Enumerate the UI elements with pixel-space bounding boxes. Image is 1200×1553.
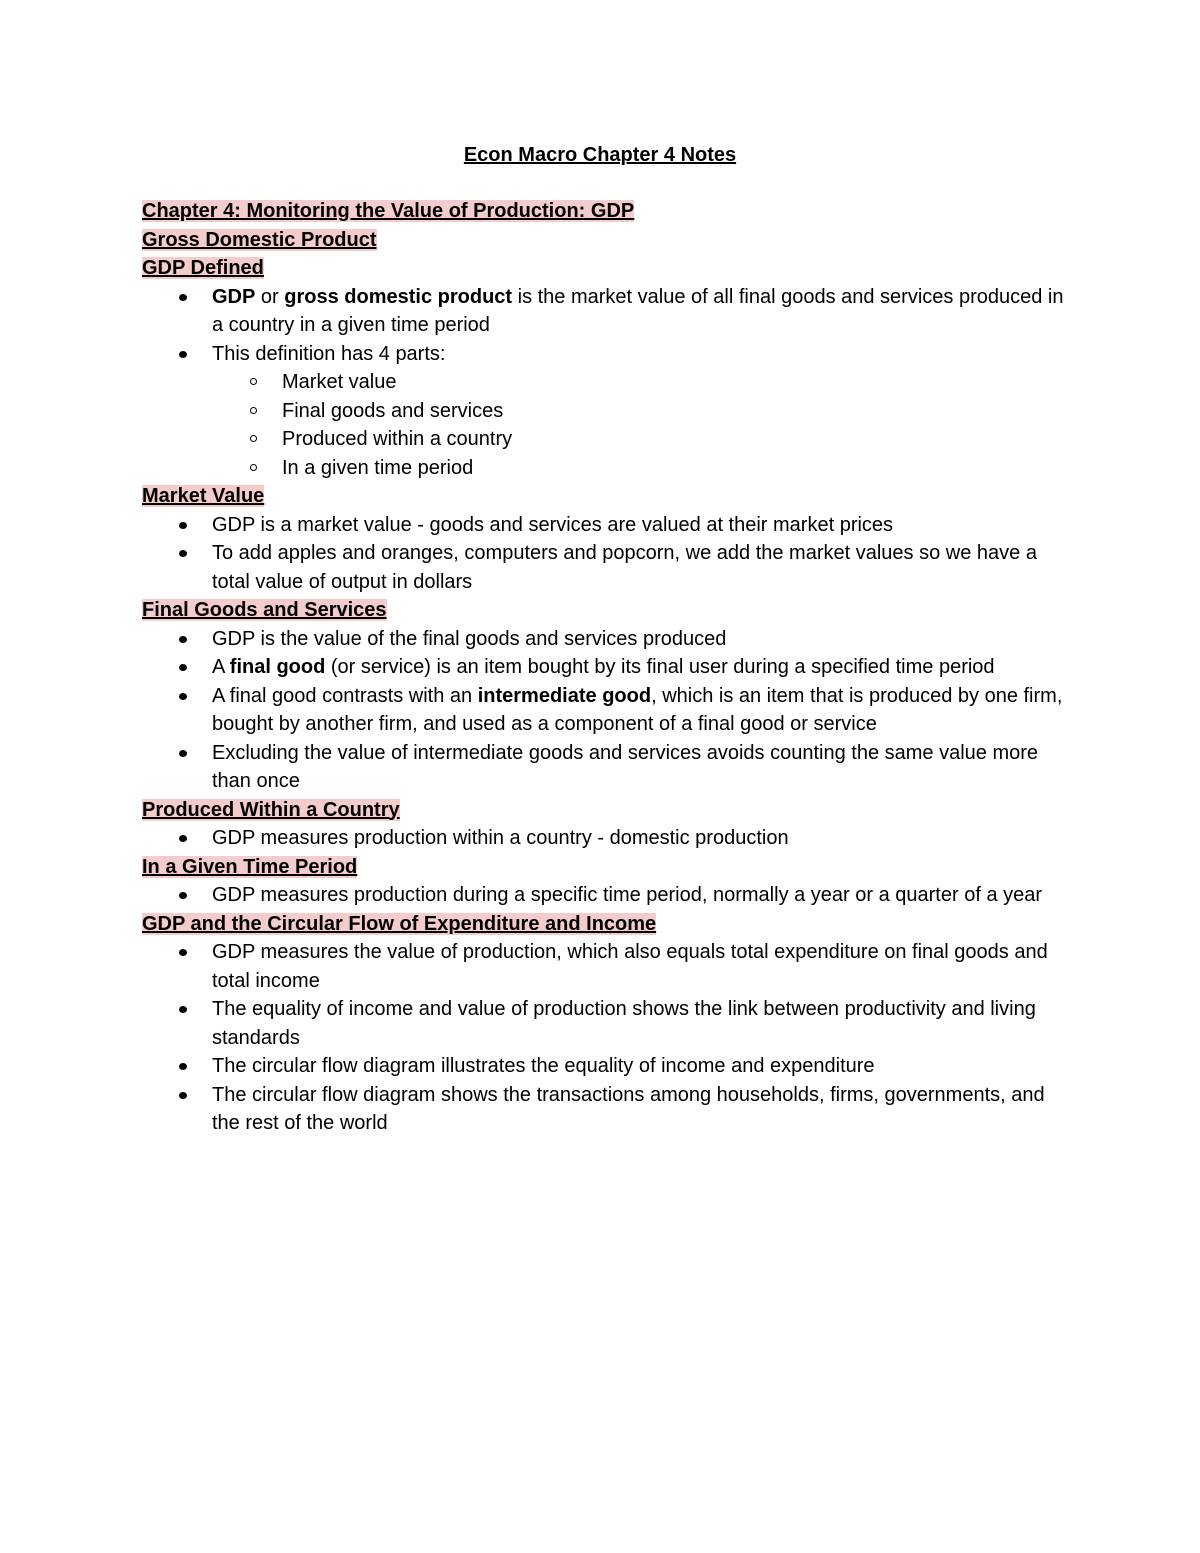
list-item xyxy=(142,682,1072,739)
section-heading xyxy=(142,482,1072,511)
sub-list-item xyxy=(142,425,1072,454)
list-item-text: GDP measures the value of production, which also equals total expenditure on final goods and total income xyxy=(212,941,1048,992)
filled-bullet-icon xyxy=(179,892,187,899)
filled-bullet-icon xyxy=(179,949,187,956)
sub-list-item-text: Final goods and services xyxy=(282,399,504,422)
section-heading xyxy=(142,853,1072,882)
sub-bullet-list xyxy=(212,368,1072,482)
section-heading-text: GDP and the Circular Flow of Expenditure and Income xyxy=(142,912,657,935)
list-item xyxy=(142,824,1072,853)
section-heading-text: Market Value xyxy=(142,485,265,507)
list-item-text: GDP is the value of the final goods and services produced xyxy=(212,627,727,650)
filled-bullet-icon xyxy=(179,351,187,358)
list-item xyxy=(142,283,1072,340)
list-item-text: is the market value of all final goods and services produced in a country in a given time period xyxy=(212,285,1064,336)
section-heading-text: Chapter 4: Monitoring the Value of Production: GDP xyxy=(142,200,635,222)
list-item-text: GDP is a market value - goods and services are valued at their market prices xyxy=(212,513,894,536)
list-item-text: GDP measures production within a country - domestic production xyxy=(212,827,789,849)
list-item xyxy=(142,625,1072,654)
bullet-list xyxy=(142,625,1072,796)
section-heading-text: In a Given Time Period xyxy=(142,855,358,878)
bold-term: GDP xyxy=(212,285,256,308)
sub-list-item-text: In a given time period xyxy=(282,456,474,479)
hollow-bullet-icon xyxy=(250,435,257,442)
section-heading-text: Final Goods and Services xyxy=(142,599,387,621)
list-item xyxy=(142,881,1072,910)
list-item xyxy=(142,511,1072,540)
hollow-bullet-icon xyxy=(250,464,257,471)
list-item xyxy=(142,995,1072,1052)
list-item xyxy=(142,1052,1072,1081)
bullet-list xyxy=(142,511,1072,597)
section-heading xyxy=(142,596,1072,625)
list-item-text: (or service) is an item bought by its final user during a specified time period xyxy=(325,656,995,678)
document-body xyxy=(142,197,1072,1138)
hollow-bullet-icon xyxy=(250,378,257,385)
list-item-text: A xyxy=(212,656,230,678)
bullet-list xyxy=(142,824,1072,853)
sub-list-item xyxy=(142,397,1072,426)
filled-bullet-icon xyxy=(179,664,187,671)
list-item xyxy=(142,938,1072,995)
section-heading xyxy=(142,254,1072,283)
list-item-text: The circular flow diagram shows the transactions among households, firms, governments, and the rest of the world xyxy=(212,1083,1045,1134)
filled-bullet-icon xyxy=(179,693,187,700)
filled-bullet-icon xyxy=(179,550,187,557)
filled-bullet-icon xyxy=(179,835,187,842)
list-item-text: This definition has 4 parts: xyxy=(212,342,446,365)
filled-bullet-icon xyxy=(179,294,187,301)
list-item-text: , which is an item that is produced by one firm, bought by another firm, and used as a component of a final good or service xyxy=(212,684,1063,735)
section-heading xyxy=(142,226,1072,255)
filled-bullet-icon xyxy=(179,522,187,529)
list-item xyxy=(142,340,1072,483)
list-item-text: Excluding the value of intermediate goods and services avoids counting the same value more than once xyxy=(212,741,1039,792)
list-item-text: To add apples and oranges, computers and popcorn, we add the market values so we have a total value of output in dollars xyxy=(212,542,1037,593)
section-heading xyxy=(142,796,1072,825)
list-item-text: The circular flow diagram illustrates the equality of income and expenditure xyxy=(212,1055,875,1077)
section-heading-text: GDP Defined xyxy=(142,257,264,279)
section-heading xyxy=(142,197,1072,226)
sub-list-item xyxy=(142,454,1072,483)
bold-term: final good xyxy=(229,656,326,678)
section-heading-text: Gross Domestic Product xyxy=(142,228,377,251)
section-heading xyxy=(142,910,1072,939)
sub-list-item-text: Produced within a country xyxy=(282,428,513,450)
list-item xyxy=(142,653,1072,682)
filled-bullet-icon xyxy=(179,636,187,643)
bold-term: intermediate good xyxy=(477,684,652,707)
list-item xyxy=(142,739,1072,796)
list-item-text: A final good contrasts with an xyxy=(212,684,478,707)
document-title: Econ Macro Chapter 4 Notes xyxy=(463,144,737,166)
bold-term: gross domestic product xyxy=(284,285,513,308)
list-item xyxy=(142,1081,1072,1138)
sub-list-item-text: Market value xyxy=(282,371,397,393)
bullet-list xyxy=(142,881,1072,910)
bullet-list xyxy=(142,938,1072,1138)
bullet-list xyxy=(142,283,1072,483)
filled-bullet-icon xyxy=(179,1006,187,1013)
section-heading-text: Produced Within a Country xyxy=(142,798,400,821)
filled-bullet-icon xyxy=(179,1063,187,1070)
filled-bullet-icon xyxy=(179,750,187,757)
sub-list-item xyxy=(142,368,1072,397)
filled-bullet-icon xyxy=(179,1092,187,1099)
list-item xyxy=(142,539,1072,596)
list-item-text: GDP measures production during a specific time period, normally a year or a quarter of a year xyxy=(212,884,1043,906)
list-item-text: or xyxy=(255,285,285,308)
list-item-text: The equality of income and value of production shows the link between productivity and living standards xyxy=(212,998,1036,1049)
hollow-bullet-icon xyxy=(250,407,257,414)
